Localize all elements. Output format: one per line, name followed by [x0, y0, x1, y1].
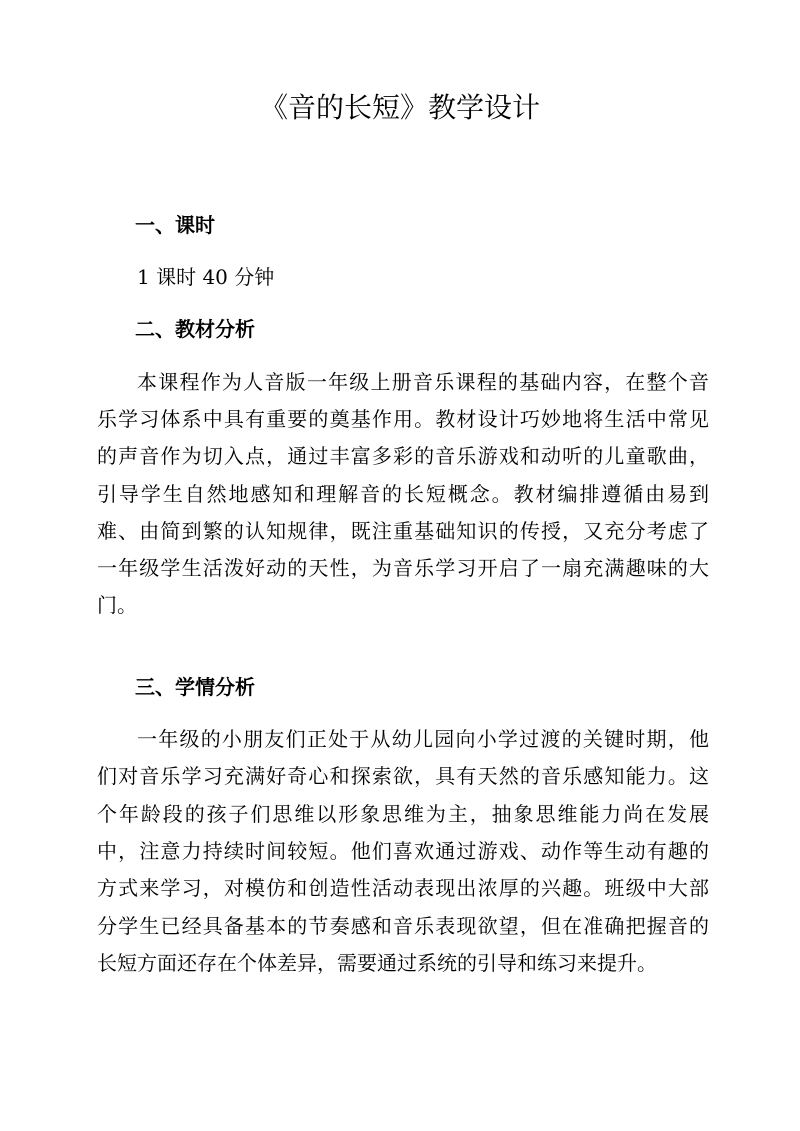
paragraph-line: 的声音作为切入点，通过丰富多彩的音乐游戏和动听的儿童歌曲， — [97, 444, 709, 468]
section-heading-textbook-analysis: 二、教材分析 — [135, 317, 255, 341]
paragraph-line: 中，注意力持续时间较短。他们喜欢通过游戏、动作等生动有趣的 — [97, 839, 709, 863]
class-hours-text: 1 课时 40 分钟 — [137, 265, 275, 289]
paragraph-line: 乐学习体系中具有重要的奠基作用。教材设计巧妙地将生活中常见 — [97, 407, 709, 431]
section-heading-student-analysis: 三、学情分析 — [135, 675, 255, 699]
paragraph-line: 难、由简到繁的认知规律，既注重基础知识的传授，又充分考虑了 — [97, 519, 709, 543]
paragraph-line: 本课程作为人音版一年级上册音乐课程的基础内容，在整个音 — [137, 370, 709, 394]
paragraph-line: 们对音乐学习充满好奇心和探索欲，具有天然的音乐感知能力。这 — [97, 764, 709, 788]
document-title: 《音的长短》教学设计 — [259, 91, 540, 124]
paragraph-line: 方式来学习，对模仿和创造性活动表现出浓厚的兴趣。班级中大部 — [97, 876, 709, 900]
paragraph-line: 一年级学生活泼好动的天性，为音乐学习开启了一扇充满趣味的大 — [97, 556, 709, 580]
paragraph-line: 一年级的小朋友们正处于从幼儿园向小学过渡的关键时期，他 — [137, 727, 709, 751]
paragraph-line: 引导学生自然地感知和理解音的长短概念。教材编排遵循由易到 — [97, 482, 709, 506]
paragraph-line: 分学生已经具备基本的节奏感和音乐表现欲望，但在准确把握音的 — [97, 914, 709, 938]
paragraph-line: 门。 — [97, 593, 137, 617]
section-heading-class-hours: 一、课时 — [135, 213, 215, 237]
paragraph-line: 长短方面还存在个体差异，需要通过系统的引导和练习来提升。 — [97, 951, 657, 975]
paragraph-line: 个年龄段的孩子们思维以形象思维为主，抽象思维能力尚在发展 — [97, 802, 709, 826]
